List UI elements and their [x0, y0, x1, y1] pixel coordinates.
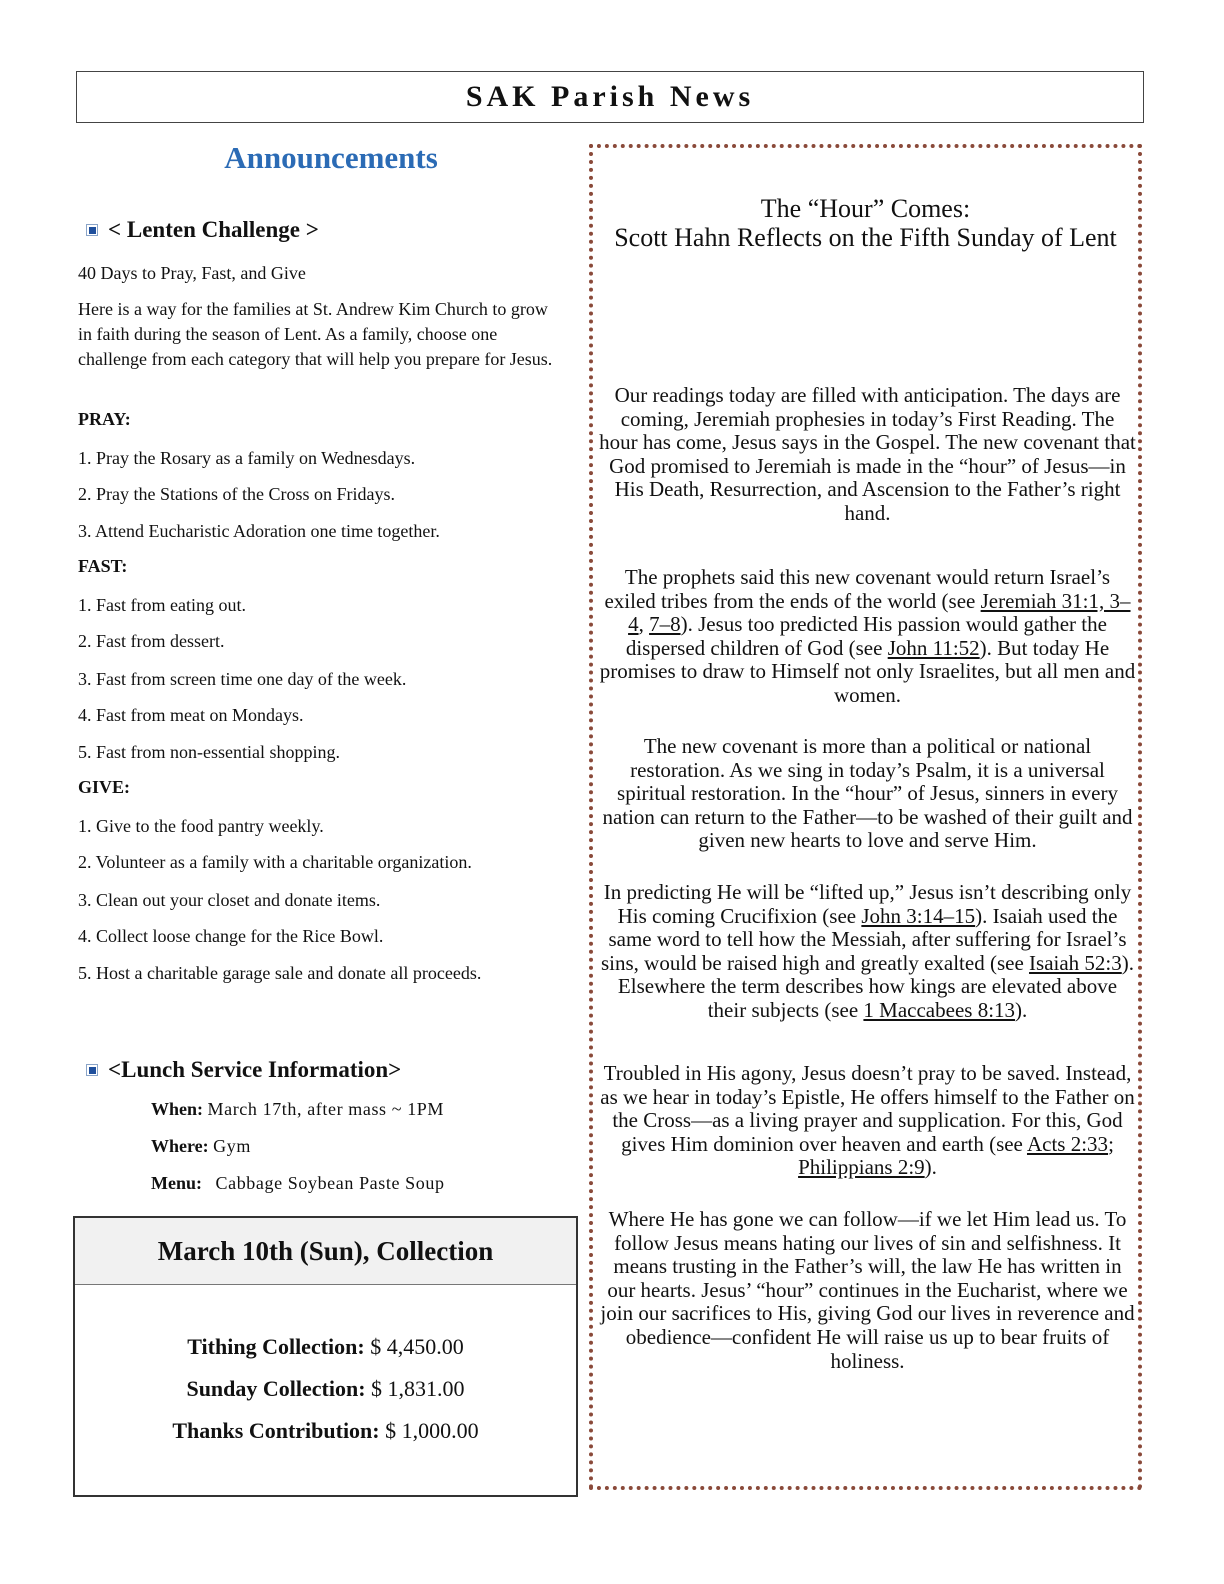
fast-label: FAST: — [78, 556, 128, 576]
scripture-link[interactable]: Philippians 2:9 — [798, 1155, 925, 1180]
scripture-link[interactable]: John 3:14–15 — [861, 903, 976, 928]
article-paragraph — [599, 1062, 1136, 1180]
lunch-when — [151, 1099, 444, 1120]
article-title-line2: Scott Hahn Reflects on the Fifth Sunday of Lent — [614, 223, 1117, 252]
article-text: The prophets said this new covenant would return Israel’s exiled tribes from the ends of the world (see — [604, 565, 1111, 613]
checkbox-bullet-icon — [86, 224, 98, 236]
article-text: In predicting He will be “lifted up,” Jesus isn’t describing only His coming Crucifixion (see — [603, 880, 1132, 928]
lunch-when-label: When: — [151, 1099, 204, 1119]
pray-item: 1. Pray the Rosary as a family on Wednesdays. — [78, 448, 416, 468]
thanks-amount: $ 1,000.00 — [385, 1418, 479, 1443]
pray-item: 2. Pray the Stations of the Cross on Fridays. — [78, 484, 395, 504]
thanks-contribution — [75, 1418, 576, 1444]
fast-item: 3. Fast from screen time one day of the week. — [78, 669, 407, 689]
tithing-collection — [75, 1334, 576, 1360]
scripture-link[interactable]: 1 Maccabees 8:13 — [863, 997, 1016, 1022]
lunch-menu-label: Menu: — [151, 1173, 202, 1193]
checkbox-bullet-icon — [86, 1064, 98, 1076]
fast-item: 1. Fast from eating out. — [78, 595, 246, 615]
article-text: Troubled in His agony, Jesus doesn’t pray to be saved. Instead, as we hear in today’s Epistle, He offers himself to the Father on the Cross—as a living prayer and supplication. For this, God gives Him dominion over heaven and earth (see — [600, 1061, 1135, 1156]
collection-box — [73, 1216, 578, 1497]
fast-item: 5. Fast from non-essential shopping. — [78, 742, 340, 762]
give-label: GIVE: — [78, 777, 131, 797]
article-paragraph: The new covenant is more than a political or national restoration. As we sing in today’s Psalm, it is a universal spiritual restoration. In the “hour” of Jesus, sinners in every nation can return to the Father—to be washed of their guilt and given new hearts to love and serve Him. — [602, 734, 1133, 853]
lunch-service-heading — [86, 1057, 401, 1083]
tithing-amount: $ 4,450.00 — [370, 1334, 464, 1359]
article-text: ). — [924, 1155, 937, 1180]
sunday-label: Sunday Collection: — [186, 1376, 366, 1401]
give-item: 1. Give to the food pantry weekly. — [78, 816, 324, 836]
article-text: ). Jesus too predicted His passion would gather the dispersed children of God (see — [625, 612, 1107, 660]
pray-label: PRAY: — [78, 409, 131, 429]
scripture-link[interactable]: 7–8 — [649, 612, 681, 637]
give-item: 4. Collect loose change for the Rice Bowl. — [78, 926, 384, 946]
lenten-challenge-heading — [86, 217, 319, 243]
lenten-challenge-heading-text: < Lenten Challenge > — [108, 217, 319, 242]
article-text: ). — [1015, 997, 1028, 1022]
lunch-where — [151, 1136, 251, 1157]
newsletter-title: SAK Parish News — [465, 80, 755, 113]
lunch-menu — [151, 1173, 445, 1194]
scripture-link[interactable]: Acts 2:33 — [1026, 1131, 1109, 1156]
give-item: 2. Volunteer as a family with a charitable organization. — [78, 852, 472, 872]
pray-item: 3. Attend Eucharistic Adoration one time together. — [78, 521, 440, 541]
article-paragraph: Where He has gone we can follow—if we let Him lead us. To follow Jesus means hating our lives of sin and selfishness. It means trusting in the Father’s will, the law He has written in our hearts. Jesus’ “hour” continues in the Eucharist, where we join our sacrifices to His, giving God our lives in reverence and obedience—confident He will raise us up to bear fruits of holiness. — [600, 1207, 1135, 1373]
article-text: ). Isaiah used the same word to tell how the Messiah, after suffering for Israel’s sins, would be raised high and greatly exalted (see — [600, 903, 1127, 975]
lunch-menu-value: Cabbage Soybean Paste Soup — [215, 1173, 445, 1193]
scripture-link[interactable]: John 11:52 — [887, 635, 980, 660]
article-paragraph — [599, 881, 1136, 1023]
article-text: ). But today He promises to draw to Himself not only Israelites, but all men and women. — [599, 635, 1136, 707]
scripture-link[interactable]: Jeremiah 31:1, 3–4 — [628, 588, 1131, 637]
lunch-where-label: Where: — [151, 1136, 209, 1156]
lunch-where-value: Gym — [213, 1136, 251, 1156]
lenten-intro: Here is a way for the families at St. Andrew Kim Church to grow in faith during the season of Lent. As a family, choose one challenge from each category that will help you prepare for Jesus. — [78, 299, 553, 369]
scripture-link[interactable]: Isaiah 52:3 — [1029, 950, 1122, 975]
give-item: 3. Clean out your closet and donate items. — [78, 890, 381, 910]
lenten-subtitle: 40 Days to Pray, Fast, and Give — [78, 263, 306, 283]
lunch-service-heading-text: <Lunch Service Information> — [108, 1057, 402, 1082]
thanks-label: Thanks Contribution: — [172, 1418, 380, 1443]
fast-item: 2. Fast from dessert. — [78, 631, 225, 651]
lunch-when-value: March 17th, after mass ~ 1PM — [207, 1099, 445, 1119]
article-paragraph — [599, 566, 1136, 708]
give-item: 5. Host a charitable garage sale and donate all proceeds. — [78, 963, 482, 983]
article-text: ). Elsewhere the term describes how kings are elevated above their subjects (see — [617, 950, 1135, 1022]
sunday-amount: $ 1,831.00 — [371, 1376, 465, 1401]
announcements-title: Announcements — [224, 140, 438, 175]
fast-item: 4. Fast from meat on Mondays. — [78, 705, 304, 725]
masthead — [76, 71, 1144, 123]
article-title — [593, 194, 1138, 252]
article-title-line1: The “Hour” Comes: — [760, 194, 971, 223]
article-box — [589, 144, 1142, 1490]
article-text: ; — [1108, 1131, 1114, 1156]
collection-title: March 10th (Sun), Collection — [75, 1218, 576, 1285]
article-text: , — [638, 612, 650, 637]
sunday-collection — [75, 1376, 576, 1402]
article-paragraph: Our readings today are filled with anticipation. The days are coming, Jeremiah prophesies in today’s First Reading. The hour has come, Jesus says in the Gospel. The new covenant that God promised to Jeremiah is made in the “hour” of Jesus—in His Death, Resurrection, and Ascension to the Father’s right hand. — [599, 383, 1136, 525]
tithing-label: Tithing Collection: — [187, 1334, 365, 1359]
